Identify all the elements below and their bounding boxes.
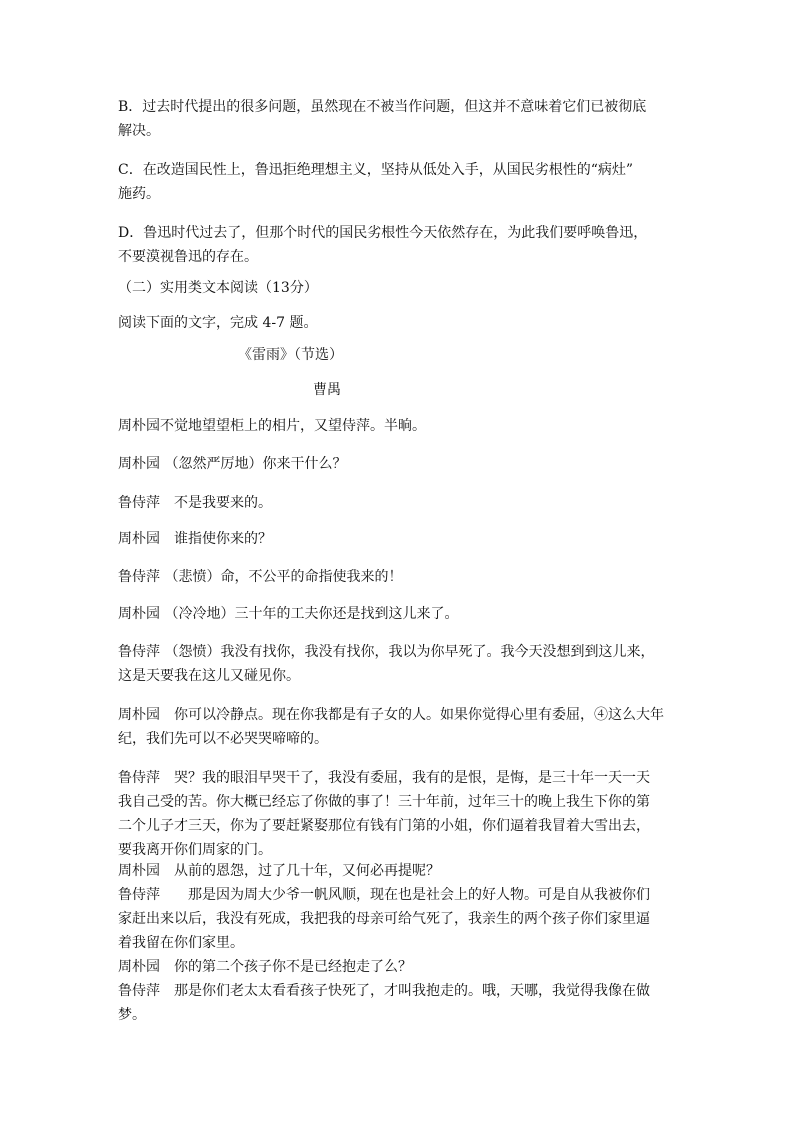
dialogue-text: 周朴园 你的第二个孩子你不是已经抱走了么？ [118,959,412,975]
dialogue-line [118,859,678,883]
option-b-line-1: B．过去时代提出的很多问题，虽然现在不被当作问题，但这并不意味着它们已被彻底 [118,99,647,115]
dialogue-text: 鲁侍萍 （悲愤）命，不公平的命指使我来的！ [118,569,403,585]
instruction [118,311,678,335]
dialogue-text: 鲁侍萍 不是我要来的。 [118,495,272,511]
option-b-line-2: 解决。 [118,123,160,139]
dialogue-text: 周朴园 （冷冷地）三十年的工夫你还是找到这儿来了。 [118,606,459,622]
dialogue-text: 周朴园 谁指使你来的？ [118,531,272,547]
dialogue-line [118,766,678,862]
stage-direction-text: 周朴园不觉地望望柜上的相片，又望侍萍。半晌。 [118,418,426,434]
dialogue-text: 要我离开你们周家的门。 [118,842,272,858]
passage-title: 《雷雨》（节选） [238,347,343,363]
dialogue-text: 周朴园 从前的恩怨，过了几十年，又何必再提呢？ [118,863,440,879]
dialogue-line [118,602,678,626]
dialogue-text: 着我留在你们家里。 [118,935,244,951]
stage-direction [118,414,678,438]
dialogue-text: 家赶出来以后，我没有死成，我把我的母亲可给气死了，我亲生的两个孩子你们家里逼 [118,911,650,927]
dialogue-line [118,955,678,979]
dialogue-text: 我自己受的苦。你大概已经忘了你做的事了！三十年前，过年三十的晚上我生下你的第 [118,794,650,810]
option-d-line-1: D．鲁迅时代过去了，但那个时代的国民劣根性今天依然存在，为此我们要呼唤鲁迅， [118,225,648,241]
section-heading [118,276,678,300]
dialogue-text: 梦。 [118,1007,146,1023]
dialogue-text: 纪，我们先可以不必哭哭啼啼的。 [118,731,328,747]
passage-author: 曹禺 [313,382,341,398]
dialogue-line [118,703,678,751]
option-c-line-1: C．在改造国民性上，鲁迅拒绝理想主义，坚持从低处入手，从国民劣根性的“病灶” [118,162,634,178]
dialogue-text: 周朴园 你可以冷静点。现在你我都是有子女的人。如果你觉得心里有委屈，④这么大年 [118,707,664,723]
dialogue-text: 鲁侍萍 那是你们老太太看看孩子快死了，才叫我抱走的。哦，天哪，我觉得我像在做 [118,983,650,999]
dialogue-text: 鲁侍萍 那是因为周大少爷一帆风顺，现在也是社会上的好人物。可是自从我被你们 [118,887,650,903]
instruction-text: 阅读下面的文字，完成 4-7 题。 [118,315,318,331]
dialogue-line [118,979,678,1027]
dialogue-line [118,565,678,589]
dialogue-line [118,452,678,476]
section-heading-text: （二）实用类文本阅读（13分） [118,280,318,296]
dialogue-line [118,883,678,955]
option-c-line-2: 施药。 [118,186,160,202]
dialogue-text: 鲁侍萍 哭？我的眼泪早哭干了，我没有委屈，我有的是恨，是悔，是三十年一天一天 [118,770,650,786]
dialogue-text: 周朴园 （忽然严厉地）你来干什么？ [118,456,347,472]
dialogue-line [118,491,678,515]
dialogue-line [118,527,678,551]
dialogue-line [118,640,678,688]
dialogue-text: 这是天要我在这儿又碰见你。 [118,668,300,684]
option-d [118,221,678,269]
option-b [118,95,678,143]
option-d-line-2: 不要漠视鲁迅的存在。 [118,249,258,265]
dialogue-text: 二个儿子才三天，你为了要赶紧娶那位有钱有门第的小姐，你们逼着我冒着大雪出去， [118,818,650,834]
option-c [118,158,678,206]
dialogue-text: 鲁侍萍 （怨愤）我没有找你，我没有找你，我以为你早死了。我今天没想到到这儿来， [118,644,655,660]
